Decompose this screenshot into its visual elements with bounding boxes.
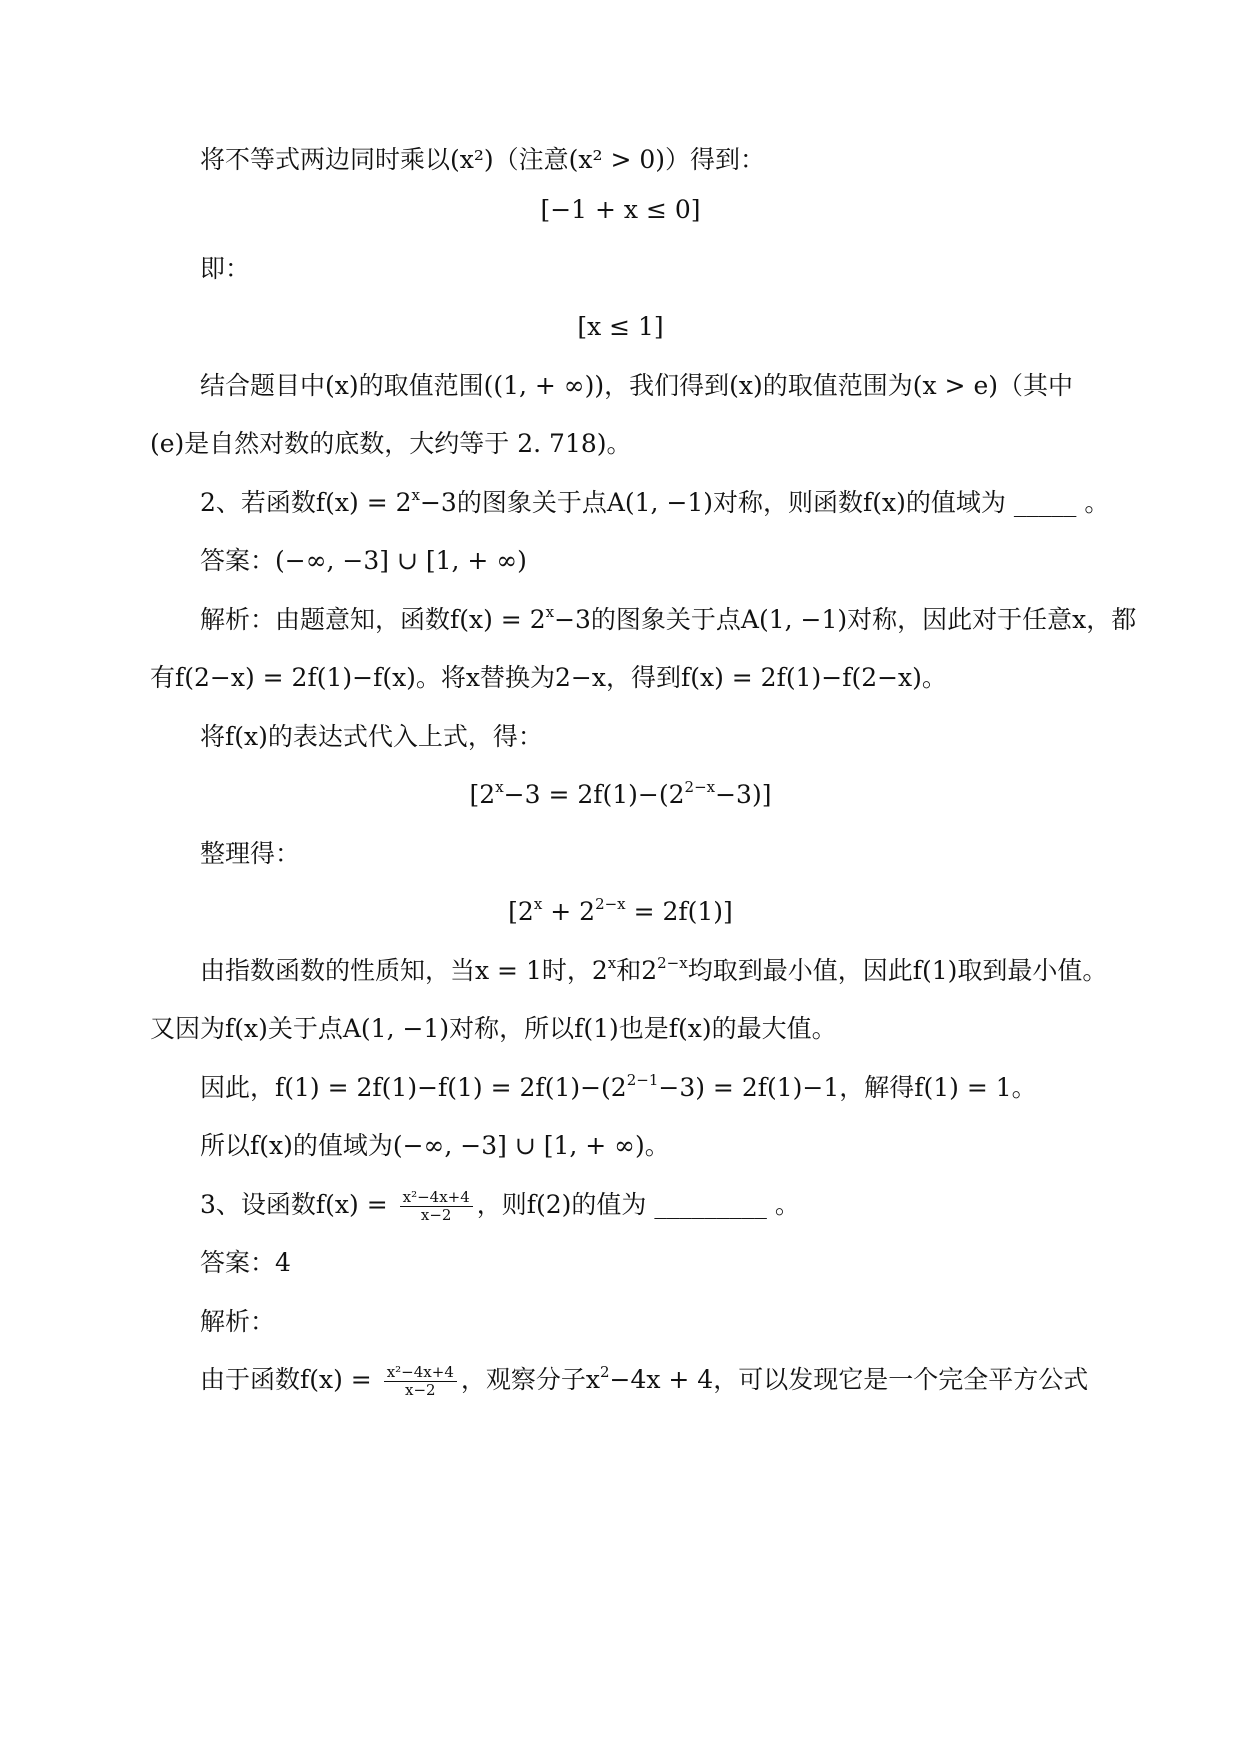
text: 和2 — [616, 956, 658, 985]
text: 答案：(−∞, −3] ∪ [1, + ∞) — [200, 546, 527, 575]
fraction-numerator: x²−4x+4 — [384, 1364, 457, 1382]
text-line — [200, 1071, 1037, 1105]
text-line — [200, 252, 250, 286]
text: −3) = 2f(1)−1，解得f(1) = 1。 — [658, 1073, 1037, 1102]
text: 所以f(x)的值域为(−∞, −3] ∪ [1, + ∞)。 — [200, 1131, 670, 1160]
text: 由于函数f(x) = — [200, 1365, 380, 1394]
text-line — [200, 143, 765, 177]
superscript: x — [533, 895, 543, 913]
question-2 — [200, 486, 1109, 520]
text-line — [200, 720, 543, 754]
text-line — [150, 661, 947, 695]
equation-text: [x ≤ 1] — [577, 312, 664, 341]
superscript: 2−x — [684, 778, 716, 796]
superscript: x — [545, 603, 555, 621]
text-line — [200, 1363, 1088, 1399]
text-line — [150, 427, 632, 461]
text-line — [200, 1305, 275, 1339]
question-3 — [200, 1188, 800, 1224]
superscript: 2 — [599, 1363, 610, 1381]
answer-blank: _____ — [1013, 488, 1077, 517]
text: [2 — [469, 780, 496, 809]
superscript: 2−x — [657, 954, 688, 972]
text: 整理得： — [200, 839, 301, 868]
text-line — [200, 369, 1073, 403]
text: ，则f(2)的值为 — [476, 1190, 647, 1219]
text: 。 — [1084, 488, 1110, 517]
fraction-denominator: x−2 — [420, 1206, 452, 1224]
text: 3、设函数f(x) = — [200, 1190, 396, 1219]
fraction-numerator: x²−4x+4 — [400, 1189, 473, 1207]
text: [2 — [508, 897, 534, 926]
superscript: x — [607, 954, 617, 972]
equation — [0, 895, 1241, 929]
text: 答案：4 — [200, 1248, 291, 1277]
text: 因此，f(1) = 2f(1)−f(1) = 2f(1)−(2 — [200, 1073, 627, 1102]
text: 解析：由题意知，函数f(x) = 2 — [200, 605, 546, 634]
superscript: 2−1 — [626, 1071, 659, 1089]
answer-blank: _________ — [654, 1190, 767, 1219]
fraction — [384, 1364, 457, 1399]
text: −3的图象关于点A(1, −1)对称，因此对于任意x，都 — [554, 605, 1137, 634]
fraction — [400, 1189, 473, 1224]
text: 结合题目中(x)的取值范围((1, + ∞))，我们得到(x)的取值范围为(x > e)（其中 — [200, 371, 1073, 400]
text-line — [200, 603, 1136, 637]
text-line — [200, 1129, 670, 1163]
text: = 2f(1)] — [625, 897, 733, 926]
equation — [0, 310, 1241, 344]
text: 有f(2−x) = 2f(1)−f(x)。将x替换为2−x，得到f(x) = 2f(1)−f(2−x)。 — [150, 663, 947, 692]
superscript: x — [495, 778, 504, 796]
equation — [0, 193, 1241, 227]
text: 由指数函数的性质知，当x = 1时，2 — [200, 956, 608, 985]
text: 2、若函数f(x) = 2 — [200, 488, 412, 517]
text: (e)是自然对数的底数，大约等于 2. 718)。 — [150, 429, 632, 458]
text: −4x + 4，可以发现它是一个完全平方公式 — [609, 1365, 1089, 1394]
fraction-denominator: x−2 — [404, 1381, 436, 1399]
text: 将不等式两边同时乘以(x²)（注意(x² > 0)）得到： — [200, 145, 766, 174]
superscript: x — [411, 486, 420, 504]
text-line — [200, 954, 1107, 988]
answer-line — [200, 1246, 291, 1280]
text-line — [150, 1012, 837, 1046]
text: 均取到最小值，因此f(1)取到最小值。 — [687, 956, 1108, 985]
text: 。 — [774, 1190, 800, 1219]
text: 又因为f(x)关于点A(1, −1)对称，所以f(1)也是f(x)的最大值。 — [150, 1014, 837, 1043]
text: −3)] — [715, 780, 772, 809]
text: ，观察分子x — [460, 1365, 600, 1394]
text: −3的图象关于点A(1, −1)对称，则函数f(x)的值域为 — [419, 488, 1006, 517]
equation — [0, 778, 1241, 812]
equation-text: [−1 + x ≤ 0] — [540, 195, 701, 224]
text: 解析： — [200, 1307, 276, 1336]
superscript: 2−x — [595, 895, 626, 913]
answer-line — [200, 544, 527, 578]
text: + 2 — [542, 897, 596, 926]
text-line — [200, 837, 300, 871]
text: 即： — [200, 254, 251, 283]
text: 将f(x)的表达式代入上式，得： — [200, 722, 543, 751]
text: −3 = 2f(1)−(2 — [503, 780, 685, 809]
